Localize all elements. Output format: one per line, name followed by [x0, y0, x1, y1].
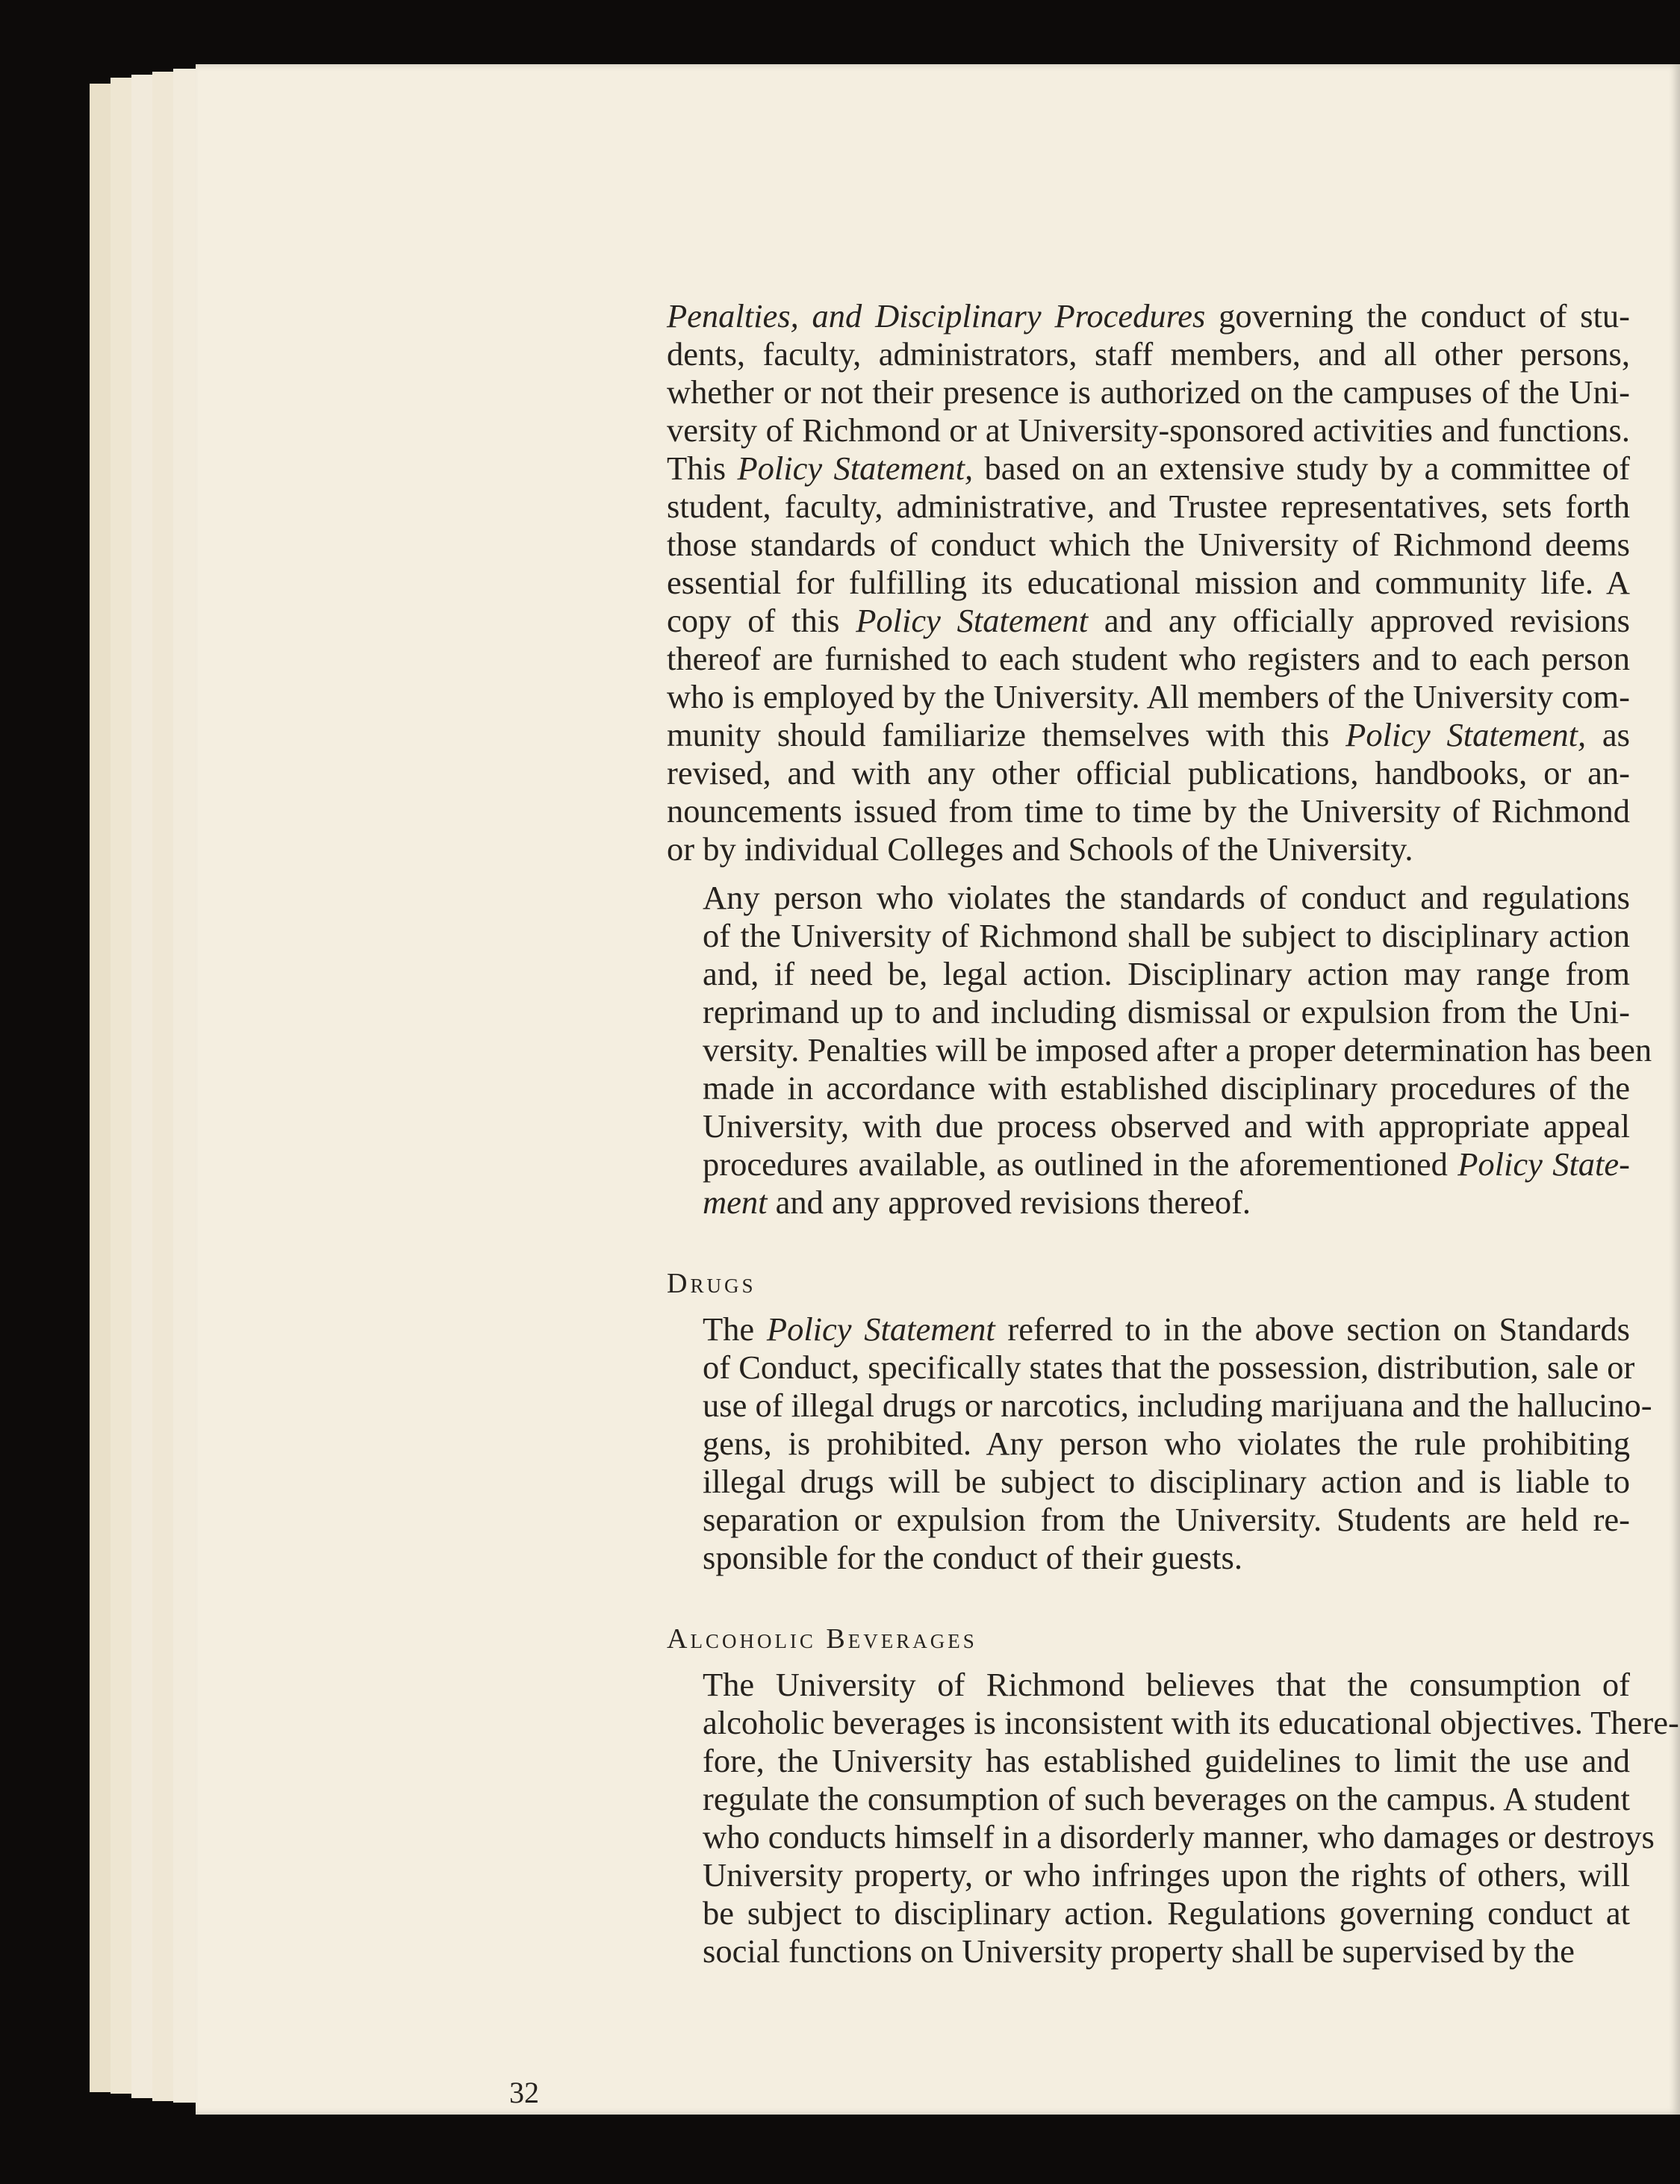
- text-line: [667, 1501, 1630, 1539]
- text-segment: University property, or who infringes upon the rights of others, will: [703, 1856, 1630, 1894]
- italic-title: Policy Statement: [766, 1310, 995, 1348]
- text-line: [667, 449, 1630, 488]
- text-segment: regulate the consumption of such beverages on the campus. A student: [703, 1780, 1630, 1817]
- italic-title: Policy Statement,: [737, 449, 974, 487]
- italic-title: Policy Statement: [856, 602, 1089, 639]
- italic-title: Penalties, and Disciplinary Procedures: [667, 297, 1206, 335]
- text-segment: fore, the University has established guidelines to limit the use and: [703, 1742, 1630, 1779]
- text-segment: governing the conduct of stu-: [1205, 297, 1630, 335]
- text-segment: reprimand up to and including dismissal or expulsion from the Uni-: [703, 993, 1630, 1030]
- text-segment: copy of this: [667, 602, 856, 639]
- text-line: [667, 488, 1630, 526]
- text-line: [667, 993, 1630, 1031]
- text-segment: based on an extensive study by a committee of: [973, 449, 1630, 487]
- body-text: [667, 297, 1679, 1970]
- text-line: [667, 879, 1630, 917]
- text-segment: student, faculty, administrative, and Trustee representatives, sets forth: [667, 488, 1630, 525]
- text-segment: nouncements issued from time to time by the University of Richmond: [667, 792, 1630, 830]
- text-segment: whether or not their presence is authorized on the campuses of the Uni-: [667, 373, 1630, 411]
- text-line: [667, 1069, 1630, 1107]
- text-line: [667, 297, 1630, 335]
- text-line: [667, 1310, 1630, 1348]
- text-line: [667, 411, 1630, 449]
- text-segment: procedures available, as outlined in the aforementioned: [703, 1145, 1458, 1183]
- text-line: [667, 602, 1630, 640]
- text-segment: illegal drugs will be subject to disciplinary action and is liable to: [703, 1463, 1630, 1500]
- text-line: [667, 526, 1630, 564]
- text-line: [667, 373, 1630, 411]
- text-segment: who is employed by the University. All members of the University com-: [667, 678, 1630, 715]
- text-line: [667, 754, 1630, 792]
- italic-title: ment: [703, 1183, 768, 1221]
- drugs-paragraph: [667, 1310, 1652, 1577]
- text-segment: dents, faculty, administrators, staff members, and all other persons,: [667, 335, 1630, 373]
- text-line: [667, 1031, 1652, 1069]
- text-segment: of the University of Richmond shall be subject to disciplinary action: [703, 917, 1630, 954]
- text-segment: separation or expulsion from the University. Students are held re-: [703, 1501, 1630, 1538]
- text-segment: and any officially approved revisions: [1088, 602, 1631, 639]
- text-line: [667, 678, 1630, 716]
- text-line: [667, 1932, 1630, 1970]
- text-line: [667, 1425, 1630, 1463]
- alcohol-heading: Alcoholic Beverages: [667, 1623, 977, 1655]
- text-segment: use of illegal drugs or narcotics, including marijuana and the hallucino-: [703, 1387, 1652, 1424]
- alcohol-paragraph: [667, 1666, 1679, 1970]
- text-line: [667, 830, 1630, 868]
- text-segment: sponsible for the conduct of their guests.: [703, 1539, 1242, 1576]
- text-segment: alcoholic beverages is inconsistent with its educational objectives. There-: [703, 1704, 1679, 1741]
- text-segment: This: [667, 449, 738, 487]
- text-segment: University, with due process observed and with appropriate appeal: [703, 1107, 1630, 1145]
- text-segment: The: [703, 1310, 767, 1348]
- text-line: [667, 1894, 1630, 1932]
- text-line: [667, 640, 1630, 678]
- text-line: [667, 1387, 1652, 1425]
- text-segment: those standards of conduct which the University of Richmond deems: [667, 526, 1630, 563]
- text-line: [667, 1539, 1630, 1577]
- text-segment: social functions on University property shall be supervised by the: [703, 1932, 1575, 1970]
- drugs-heading: Drugs: [667, 1268, 756, 1299]
- intro-paragraph: [667, 297, 1630, 868]
- text-line: [667, 1742, 1630, 1780]
- text-line: [667, 1856, 1630, 1894]
- text-segment: gens, is prohibited. Any person who violates the rule prohibiting: [703, 1425, 1630, 1462]
- italic-title: Policy Statement,: [1345, 716, 1587, 753]
- text-segment: as: [1586, 716, 1630, 753]
- text-segment: essential for fulfilling its educational mission and community life. A: [667, 564, 1630, 601]
- violations-paragraph: [667, 879, 1652, 1222]
- text-segment: versity of Richmond or at University-sponsored activities and functions.: [667, 411, 1630, 449]
- text-line: [667, 564, 1630, 602]
- italic-title: Policy State-: [1457, 1145, 1630, 1183]
- text-line: [667, 1145, 1630, 1183]
- text-segment: or by individual Colleges and Schools of the University.: [667, 830, 1413, 868]
- text-line: [667, 792, 1630, 830]
- text-segment: Any person who violates the standards of conduct and regulations: [703, 879, 1630, 916]
- text-line: [667, 1666, 1630, 1704]
- text-line: [667, 716, 1630, 754]
- text-segment: munity should familiarize themselves with this: [667, 716, 1346, 753]
- text-line: [667, 1463, 1630, 1501]
- text-segment: be subject to disciplinary action. Regulations governing conduct at: [703, 1894, 1630, 1932]
- text-segment: versity. Penalties will be imposed after a proper determination has been: [703, 1031, 1652, 1068]
- page-number: 32: [509, 2076, 539, 2109]
- text-line: [667, 917, 1630, 955]
- text-segment: and, if need be, legal action. Disciplinary action may range from: [703, 955, 1630, 992]
- text-line: [667, 1107, 1630, 1145]
- text-segment: referred to in the above section on Standards: [995, 1310, 1630, 1348]
- text-line: [667, 1780, 1630, 1818]
- text-line: [667, 335, 1630, 373]
- text-line: [667, 955, 1630, 993]
- text-line: [667, 1704, 1679, 1742]
- text-segment: The University of Richmond believes that the consumption of: [703, 1666, 1630, 1703]
- text-segment: who conducts himself in a disorderly manner, who damages or destroys: [703, 1818, 1655, 1855]
- text-segment: made in accordance with established disciplinary procedures of the: [703, 1069, 1630, 1107]
- text-segment: of Conduct, specifically states that the possession, distribution, sale or: [703, 1348, 1635, 1386]
- text-segment: revised, and with any other official publications, handbooks, or an-: [667, 754, 1630, 791]
- text-segment: and any approved revisions thereof.: [767, 1183, 1251, 1221]
- text-segment: thereof are furnished to each student who registers and to each person: [667, 640, 1630, 677]
- text-line: [667, 1818, 1655, 1856]
- text-line: [667, 1348, 1635, 1387]
- text-line: [667, 1183, 1630, 1222]
